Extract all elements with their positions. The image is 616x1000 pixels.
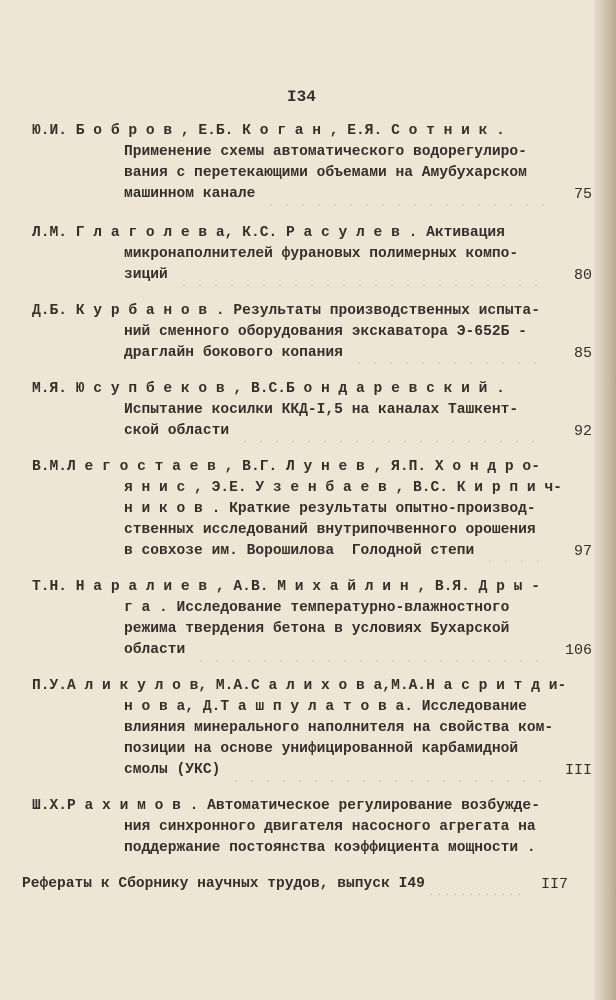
toc-line-text: вания с перетекающими объемами на Амубухарском [124, 165, 527, 181]
toc-authors-line [32, 457, 592, 478]
toc-entry [32, 457, 592, 562]
dot-leader [427, 874, 524, 895]
toc-title-line [32, 838, 592, 859]
toc-line-text: смолы (УКС) [124, 762, 221, 778]
toc-line-text: драглайн бокового копания [124, 345, 343, 361]
table-of-contents [22, 121, 592, 895]
toc-line-text: ния синхронного двигателя насосного агрегата на [124, 819, 536, 835]
toc-entry [32, 121, 592, 205]
toc-line-text: н о в а, Д.Т а ш п у л а т о в а. Исследование [124, 699, 527, 715]
toc-title-line [32, 400, 592, 421]
toc-page-number: 92 [573, 423, 592, 440]
toc-page-number: 106 [564, 642, 592, 659]
toc-line-text: в совхозе им. Ворошилова Голодной степи [124, 543, 475, 559]
toc-line-text: Применение схемы автоматического водорегулиро- [124, 144, 527, 160]
toc-line-text: режима твердения бетона в условиях Бухарской [124, 621, 510, 637]
toc-title-line [32, 541, 592, 562]
toc-title-line [32, 739, 592, 760]
toc-title-line [32, 598, 592, 619]
toc-title-line [32, 718, 592, 739]
toc-entries [32, 121, 592, 859]
toc-title-line [32, 265, 592, 286]
toc-entry [32, 379, 592, 442]
toc-title-line [32, 817, 592, 838]
toc-authors-line [32, 379, 592, 400]
toc-page-number: 97 [573, 543, 592, 560]
toc-authors-line [32, 577, 592, 598]
toc-entry [32, 577, 592, 661]
toc-title-line [32, 697, 592, 718]
page-number: I34 [287, 88, 316, 106]
toc-entry-text: Рефераты к Сборнику научных трудов, выпуск I49 [22, 876, 425, 892]
toc-authors-line [32, 121, 592, 142]
toc-authors-line [32, 796, 592, 817]
toc-title-line [32, 760, 592, 781]
toc-title-line [32, 619, 592, 640]
dot-leader [237, 421, 546, 442]
toc-title-line [32, 343, 592, 364]
toc-page-number: 75 [573, 186, 592, 203]
toc-title-line [32, 142, 592, 163]
toc-line-text: позиции на основе унифицированной карбамидной [124, 741, 519, 757]
toc-authors-line [32, 223, 592, 244]
toc-title-line [32, 478, 592, 499]
page-edge-shadow [594, 0, 616, 1000]
toc-title-line [32, 244, 592, 265]
toc-line-text: микронаполнителей фурановых полимерных компо- [124, 246, 519, 262]
toc-entry [32, 301, 592, 364]
toc-title-line [32, 322, 592, 343]
toc-line-text: Ю.И. Б о б р о в , Е.Б. К о г а н , Е.Я. С о т н и к . [32, 123, 505, 139]
dot-leader [176, 265, 546, 286]
toc-final-entry [22, 874, 568, 895]
toc-entry [32, 223, 592, 286]
toc-entry [32, 676, 592, 781]
toc-line-text: ний сменного оборудования экскаватора Э-652Б - [124, 324, 527, 340]
toc-title-line [32, 520, 592, 541]
toc-line-text: поддержание постоянства коэффициента мощности . [124, 840, 536, 856]
toc-line-text: ственных исследований внутрипочвенного орошения [124, 522, 536, 538]
dot-leader [482, 541, 546, 562]
toc-page-number: III [564, 762, 592, 779]
toc-line-text: Ш.Х.Р а х и м о в . Автоматическое регулирование возбужде- [32, 798, 540, 814]
toc-line-text: области [124, 642, 186, 658]
toc-line-text: Л.М. Г л а г о л е в а, К.С. Р а с у л е в . Активация [32, 225, 505, 241]
toc-page-number: 85 [573, 345, 592, 362]
toc-line-text: Испытание косилки ККД-I,5 на каналах Ташкент- [124, 402, 519, 418]
dot-leader [193, 640, 546, 661]
toc-line-text: ской области [124, 423, 230, 439]
toc-line-text: П.У.А л и к у л о в, М.А.С а л и х о в а,М.А.Н а с р и т д и- [32, 678, 567, 694]
toc-title-line [32, 499, 592, 520]
toc-line [22, 874, 568, 895]
toc-entry [32, 796, 592, 859]
toc-line-text: М.Я. Ю с у п б е к о в , В.С.Б о н д а р е в с к и й . [32, 381, 505, 397]
toc-line-text: машинном канале [124, 186, 256, 202]
toc-line-text: Д.Б. К у р б а н о в . Результаты производственных испыта- [32, 303, 540, 319]
dot-leader [228, 760, 546, 781]
toc-title-line [32, 640, 592, 661]
toc-authors-line [32, 676, 592, 697]
dot-leader [351, 343, 546, 364]
toc-line-text: н и к о в . Краткие результаты опытно-производ- [124, 501, 536, 517]
toc-page-number: II7 [540, 876, 568, 893]
toc-line-text: г а . Исследование температурно-влажностного [124, 600, 510, 616]
toc-line-text: В.М.Л е г о с т а е в , В.Г. Л у н е в , Я.П. Х о н д р о- [32, 459, 540, 475]
toc-line-text: влияния минерального наполнителя на свойства ком- [124, 720, 554, 736]
toc-authors-line [32, 301, 592, 322]
toc-title-line [32, 184, 592, 205]
toc-page-number: 80 [573, 267, 592, 284]
toc-title-line [32, 421, 592, 442]
toc-title-line [32, 163, 592, 184]
toc-line-text: зиций [124, 267, 168, 283]
toc-line-text: я н и с , Э.Е. У з е н б а е в , В.С. К и р п и ч- [124, 480, 562, 496]
dot-leader [263, 184, 546, 205]
toc-line-text: Т.Н. Н а р а л и е в , А.В. М и х а й л и н , В.Я. Д р ы - [32, 579, 540, 595]
